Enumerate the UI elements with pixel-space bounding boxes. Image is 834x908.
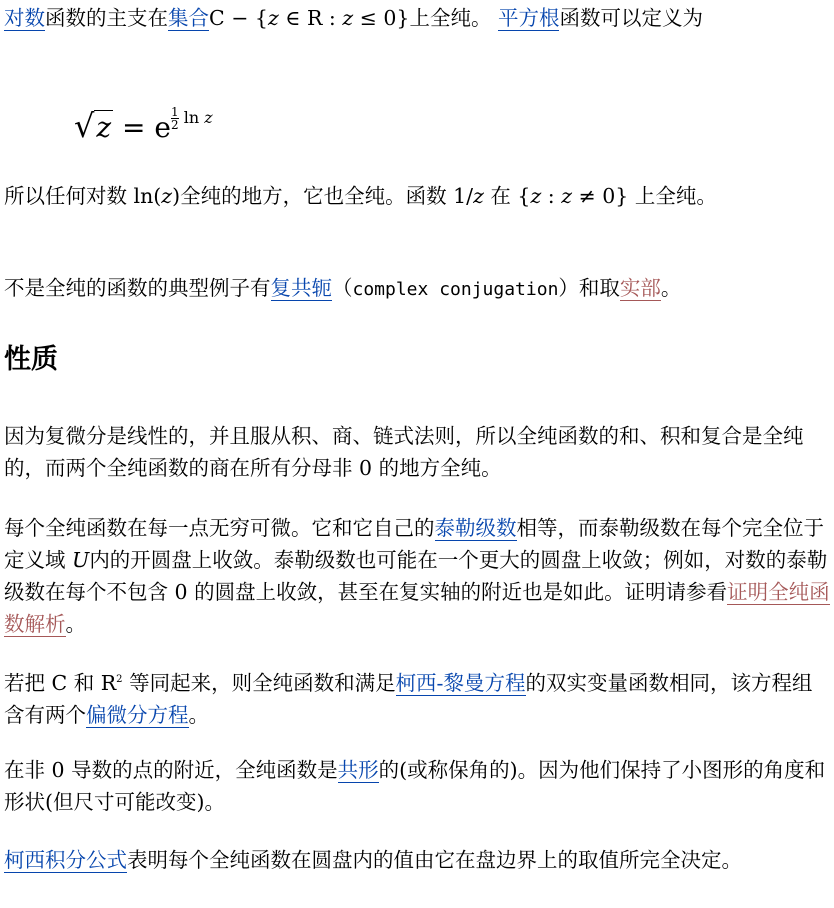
mono-text: complex conjugation [352,279,559,300]
fraction-denominator: 2 [171,118,179,132]
text: 表明每个全纯函数在圆盘内的值由它在盘边界上的取值所完全决定。 [127,848,742,872]
paragraph-log-holomorphic [4,180,830,212]
text: C − { [209,6,268,30]
paragraph-branches [4,2,830,34]
text: 内的开圆盘上收敛。泰勒级数也可能在一个更大的圆盘上收敛；例如，对数的泰勒级数在每个不包含 0 的圆盘上收敛，甚至在复实轴的附近也是如此。证明请参看 [4,548,828,604]
paragraph-cauchy-riemann [4,664,830,731]
link-logarithm[interactable]: 对数 [4,6,45,30]
paragraph-linearity [4,420,830,484]
text: （ [332,276,353,300]
link-proof-analytic[interactable]: 证明全纯函数解析 [4,580,830,636]
link-square-root[interactable]: 平方根 [497,6,560,30]
text: 。 [660,276,682,300]
text: 在非 0 导数的点的附近，全纯函数是 [4,758,338,782]
math-var: z [561,184,573,208]
math-var: z [530,184,542,208]
link-taylor-series[interactable]: 泰勒级数 [434,516,517,540]
sqrt-sign: √ [74,107,95,145]
section-heading-properties: 性质 [4,344,58,375]
fraction [171,106,179,131]
paragraph-cauchy-integral [4,844,830,876]
text: 因为复微分是线性的，并且服从积、商、链式法则，所以全纯函数的和、积和复合是全纯的，而两个全纯函数的商在所有分母非 0 的地方全纯。 [4,424,804,480]
text: ≤ 0}上全纯。 [353,6,498,30]
link-complex-conjugate[interactable]: 复共轭 [270,276,332,300]
math-var: z [342,6,354,30]
text: ）和取 [558,276,620,300]
text: 相等，而泰勒级数在每个完全位于定义域 [4,516,824,572]
formula-ln: ln [178,108,205,127]
text: 等同起来，则全纯函数和满足 [122,670,396,695]
link-pde[interactable]: 偏微分方程 [86,702,189,727]
text: 不是全纯的函数的典型例子有 [4,276,271,300]
text: 每个全纯函数在每一点无穷可微。它和它自己的 [4,516,435,540]
text: 的双实变量函数相同，该方程组含有两个 [4,670,813,727]
paragraph-non-holomorphic [4,272,830,306]
text: ≠ 0} 上全纯。 [572,184,717,208]
text: 的(或称保角的)。因为他们保持了小图形的角度和形状(但尺寸可能改变)。 [4,758,826,814]
text: 。 [188,702,209,727]
paragraph-taylor [4,512,830,640]
sqrt-formula [74,98,213,148]
formula-eq: = e [113,111,171,144]
text: 函数的主支在 [45,6,168,30]
text: : [541,184,562,208]
link-cauchy-riemann[interactable]: 柯西-黎曼方程 [395,670,526,695]
superscript: 2 [116,674,123,685]
link-conformal[interactable]: 共形 [337,758,379,782]
text: ∈ R : [278,6,343,30]
formula-exponent [171,105,213,132]
link-real-part[interactable]: 实部 [619,276,661,300]
link-cauchy-integral-formula[interactable]: 柯西积分公式 [4,848,127,872]
radicand: z [96,111,112,144]
text: 所以任何对数 ln( [4,184,162,208]
math-var: U [72,548,90,572]
paragraph-conformal [4,754,830,818]
text: )全纯的地方，它也全纯。函数 1/ [172,184,474,208]
fraction-numerator: 1 [171,105,179,119]
text: 。 [65,612,86,636]
text: 在 { [483,184,531,208]
text: 函数可以定义为 [559,6,703,30]
formula-ln-var: z [204,108,213,127]
link-set[interactable]: 集合 [168,6,209,30]
text: 若把 C 和 R [4,670,117,695]
math-var: z [267,6,279,30]
math-var: z [161,184,173,208]
math-var: z [473,184,484,208]
